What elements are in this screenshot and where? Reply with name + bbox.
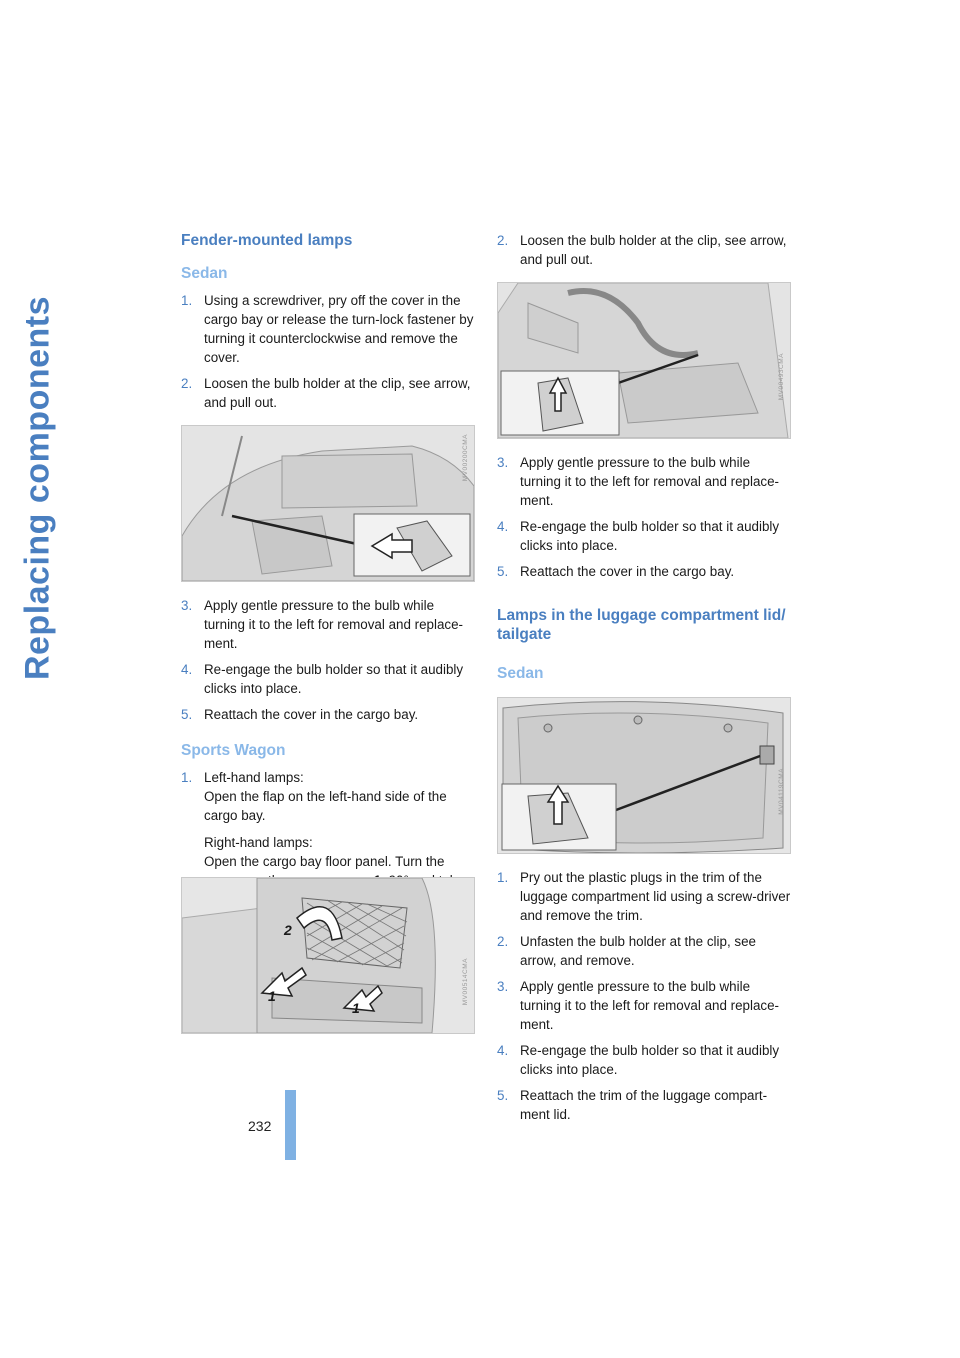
step-text: Unfasten the bulb holder at the clip, see arrow, and remove. [520, 934, 756, 968]
figure-fender-lamp-sedan [181, 425, 475, 582]
list-item [497, 868, 793, 925]
step-number: 4. [497, 1043, 509, 1058]
sedan-steps-list-continued [181, 596, 477, 724]
subheading-sedan: Sedan [181, 265, 228, 282]
list-item [497, 453, 793, 510]
step-number: 3. [181, 598, 193, 613]
step-text: Reattach the trim of the luggage compart-ment lid. [520, 1088, 768, 1122]
right-column [497, 231, 793, 1131]
step-number: 1. [181, 293, 193, 308]
step-text: Apply gentle pressure to the bulb while turning it to the left for removal and replace-ment. [204, 598, 464, 651]
cargo-cover-illustration [182, 878, 474, 1033]
chapter-title-text: Replacing components [18, 295, 57, 681]
step-text: Pry out the plastic plugs in the trim of the luggage compartment lid using a screw-driver and remove the trim. [520, 870, 791, 923]
left-hand-text: Open the flap on the left-hand side of the cargo bay. [204, 789, 447, 823]
lid-steps-list [497, 868, 793, 1124]
left-column [181, 231, 477, 916]
luggage-lid-illustration [498, 698, 790, 853]
list-item [181, 374, 477, 412]
step-text: Loosen the bulb holder at the clip, see arrow, and pull out. [204, 376, 471, 410]
wagon-bulb-illustration [498, 283, 790, 438]
figure-code: MV04119CMA [778, 768, 785, 815]
step-number: 4. [497, 519, 509, 534]
step-number: 5. [497, 564, 509, 579]
page-number: 232 [248, 1118, 272, 1134]
wagon-steps-list-after [497, 453, 793, 581]
figure-label: 1 [352, 1000, 360, 1016]
list-item [181, 291, 477, 367]
list-item [497, 932, 793, 970]
step-text: Loosen the bulb holder at the clip, see arrow, and pull out. [520, 233, 787, 267]
figure-code: MV00493CMA [778, 353, 785, 401]
step-text: Apply gentle pressure to the bulb while turning it to the left for removal and replace-ment. [520, 455, 780, 508]
page-marker-bar [285, 1090, 296, 1160]
step-number: 2. [181, 376, 193, 391]
cargo-bay-illustration [182, 426, 474, 581]
step-number: 5. [497, 1088, 509, 1103]
step-text: Reattach the cover in the cargo bay. [204, 707, 419, 722]
sedan-steps-list [181, 291, 477, 412]
list-item [497, 977, 793, 1034]
step-text: Re-engage the bulb holder so that it audibly clicks into place. [520, 519, 780, 553]
step-number: 3. [497, 455, 509, 470]
figure-label: 1 [268, 988, 276, 1004]
step-number: 4. [181, 662, 193, 677]
step-number: 2. [497, 233, 509, 248]
step-number: 1. [497, 870, 509, 885]
list-item [497, 1041, 793, 1079]
list-item [181, 596, 477, 653]
chapter-title [18, 228, 58, 748]
subheading-sports-wagon: Sports Wagon [181, 742, 286, 759]
heading-lamps-luggage-lid: Lamps in the luggage compartment lid/ tailgate [497, 607, 786, 643]
step-text: Apply gentle pressure to the bulb while turning it to the left for removal and replace-ment. [520, 979, 780, 1032]
list-item [181, 660, 477, 698]
figure-label: 2 [284, 922, 292, 938]
figure-wagon-bulb-holder [497, 282, 791, 439]
figure-code: MV00200CMA [462, 434, 469, 482]
step-text: Using a screwdriver, pry off the cover in the cargo bay or release the turn-lock fastener by turning it counterclockwise and remove the cover. [204, 293, 474, 365]
figure-luggage-lid [497, 697, 791, 854]
figure-wagon-cargo-cover [181, 877, 475, 1034]
wagon-steps-list-continued [497, 231, 793, 269]
list-item [497, 562, 793, 581]
list-item [181, 705, 477, 724]
list-item [497, 231, 793, 269]
subheading-sedan: Sedan [497, 665, 544, 682]
heading-fender-mounted-lamps: Fender-mounted lamps [181, 232, 353, 249]
figure-code: MV00514CMA [462, 958, 469, 1006]
step-text: Reattach the cover in the cargo bay. [520, 564, 735, 579]
step-number: 2. [497, 934, 509, 949]
right-hand-text-pre: Open the cargo bay floor panel. Turn the [204, 854, 445, 869]
right-hand-label: Right-hand lamps: [204, 835, 313, 850]
left-hand-label: Left-hand lamps: [204, 770, 304, 785]
step-number: 1. [181, 770, 193, 785]
step-text: Re-engage the bulb holder so that it audibly clicks into place. [520, 1043, 780, 1077]
step-text [204, 768, 477, 825]
step-number: 5. [181, 707, 193, 722]
step-text: Re-engage the bulb holder so that it audibly clicks into place. [204, 662, 464, 696]
list-item [497, 517, 793, 555]
list-item [497, 1086, 793, 1124]
step-number: 3. [497, 979, 509, 994]
